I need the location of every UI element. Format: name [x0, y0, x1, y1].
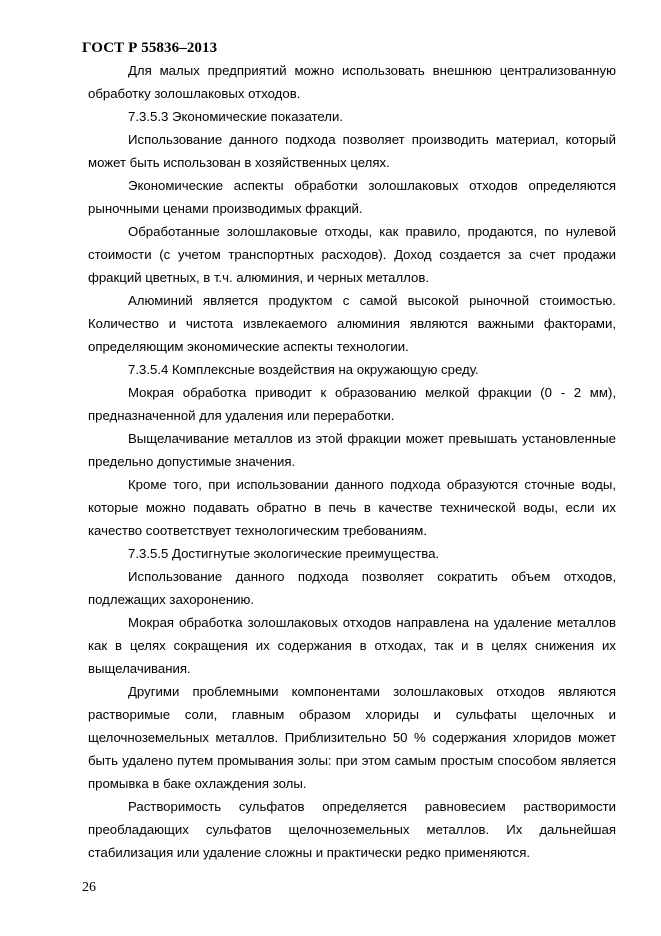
- paragraph: Кроме того, при использовании данного подхода образуются сточные воды, которые можно подавать обратно в печь в качестве технической воды, если их качество соответствует технологическим требованиям.: [88, 477, 616, 538]
- paragraph: Экономические аспекты обработки золошлаковых отходов определяются рыночными ценами производимых фракций.: [88, 178, 616, 216]
- paragraph: Использование данного подхода позволяет производить материал, который может быть использован в хозяйственных целях.: [88, 132, 616, 170]
- page-number: 26: [82, 880, 96, 895]
- paragraph: Обработанные золошлаковые отходы, как правило, продаются, по нулевой стоимости (с учетом транспортных расходов). Доход создается за счет продажи фракций цветных, в т.ч. алюминия, и черных металлов.: [88, 224, 616, 285]
- paragraph: Выщелачивание металлов из этой фракции может превышать установленные предельно допустимые значения.: [88, 431, 616, 469]
- paragraph: Мокрая обработка золошлаковых отходов направлена на удаление металлов как в целях сокращения их содержания в отходах, так и в целях снижения их выщелачивания.: [88, 615, 616, 676]
- paragraph: 7.3.5.5 Достигнутые экологические преимущества.: [128, 546, 440, 561]
- paragraph: Растворимость сульфатов определяется равновесием растворимости преобладающих сульфатов щелочноземельных металлов. Их дальнейшая стабилизация или удаление сложны и практически редко применяются.: [88, 799, 616, 860]
- paragraph: Для малых предприятий можно использовать внешнюю централизованную обработку золошлаковых отходов.: [88, 63, 616, 101]
- paragraph: 7.3.5.4 Комплексные воздействия на окружающую среду.: [128, 362, 479, 377]
- document-body: [88, 59, 616, 864]
- paragraph: Использование данного подхода позволяет сократить объем отходов, подлежащих захоронению.: [88, 569, 616, 607]
- paragraph: Алюминий является продуктом с самой высокой рыночной стоимостью. Количество и чистота извлекаемого алюминия являются важными факторами, определяющим экономические аспекты технологии.: [88, 293, 616, 354]
- paragraph: 7.3.5.3 Экономические показатели.: [128, 109, 344, 124]
- document-header: ГОСТ Р 55836–2013: [82, 40, 218, 56]
- paragraph: Мокрая обработка приводит к образованию мелкой фракции (0 - 2 мм), предназначенной для удаления или переработки.: [88, 385, 616, 423]
- paragraph: Другими проблемными компонентами золошлаковых отходов являются растворимые соли, главным образом хлориды и сульфаты щелочных и щелочноземельных металлов. Приблизительно 50 % содержания хлоридов может быть удалено путем промывания золы: при этом самым простым способом является промывка в баке охлаждения золы.: [88, 684, 616, 791]
